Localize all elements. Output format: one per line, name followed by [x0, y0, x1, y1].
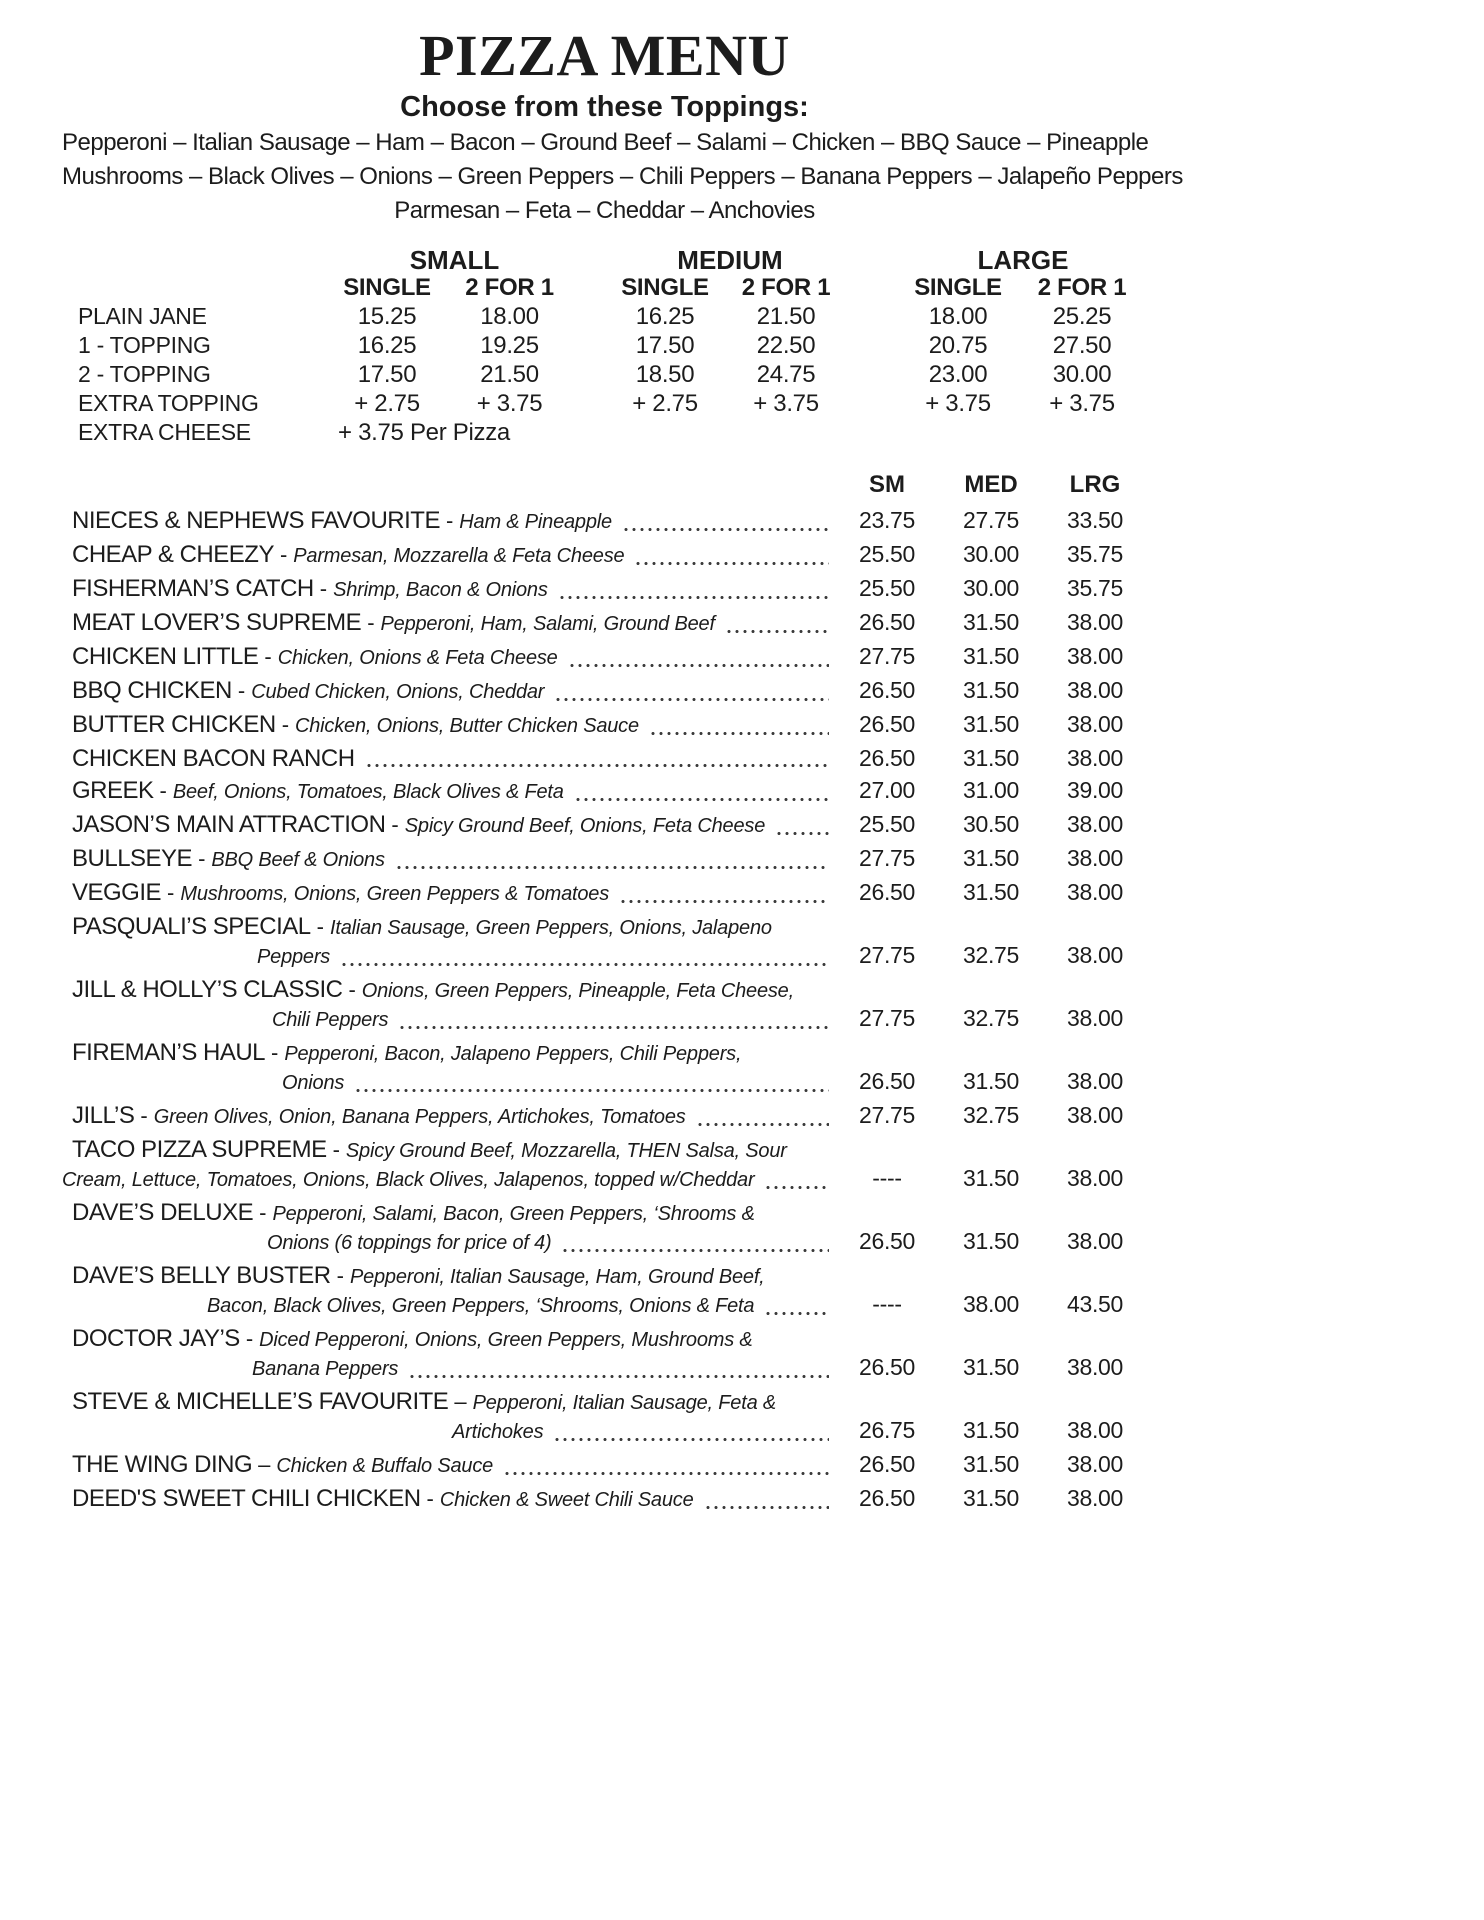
- menu-item-price-med: 30.00: [962, 575, 1020, 601]
- size-price-value: 17.50: [357, 361, 417, 388]
- menu-item-price-lrg: 38.00: [1066, 609, 1124, 635]
- specialty-pizzas-section: [62, 471, 1147, 1514]
- menu-item-price-med: 38.00: [962, 1291, 1020, 1317]
- menu-item-description: Shrimp, Bacon & Onions: [333, 579, 548, 601]
- menu-item-line: [62, 1262, 1147, 1291]
- menu-item-description-continued: Chili Peppers: [272, 1009, 389, 1031]
- size-price-value: 21.50: [756, 303, 816, 330]
- menu-item-line-continued: [62, 1068, 1147, 1097]
- menu-item-line-continued: [62, 942, 1147, 971]
- menu-item-description: Chicken & Buffalo Sauce: [276, 1455, 494, 1477]
- menu-item: [62, 976, 1147, 1034]
- menu-item-price-med: 31.50: [962, 1354, 1020, 1380]
- price-header-med: MED: [964, 471, 1018, 498]
- size-price-value: 20.75: [928, 332, 988, 359]
- menu-item-price-med: 32.75: [962, 1102, 1020, 1128]
- dotted-leader: [574, 796, 829, 802]
- menu-item: [62, 1485, 1147, 1514]
- menu-item-name: GREEK: [72, 777, 154, 804]
- menu-item-description: Green Olives, Onion, Banana Peppers, Artichokes, Tomatoes: [153, 1106, 686, 1128]
- menu-items: [62, 507, 1147, 1514]
- menu-item-price-lrg: 38.00: [1066, 1485, 1124, 1511]
- menu-item: [62, 745, 1147, 772]
- menu-item-price-sm: 26.50: [858, 1485, 916, 1511]
- size-row-label: 2 - TOPPING: [78, 361, 211, 387]
- menu-header-spacer: [62, 471, 835, 499]
- menu-item-name: JASON’S MAIN ATTRACTION: [72, 811, 386, 838]
- menu-item-description: Chicken, Onions, Butter Chicken Sauce: [295, 715, 639, 737]
- menu-item: [62, 811, 1147, 840]
- menu-item-name: JILL & HOLLY’S CLASSIC: [72, 976, 343, 1003]
- dotted-leader: [619, 898, 829, 904]
- toppings-list: [62, 126, 1183, 228]
- menu-item-price-lrg: 38.00: [1066, 643, 1124, 669]
- toppings-line: Pepperoni – Italian Sausage – Ham – Bacon – Ground Beef – Salami – Chicken – BBQ Sauce – Pineapple: [62, 129, 1149, 156]
- menu-item-line: [62, 879, 1147, 908]
- dotted-leader: [561, 1247, 829, 1253]
- menu-item: [62, 1262, 1147, 1320]
- menu-item-separator: -: [159, 778, 167, 803]
- menu-item-separator: –: [258, 1452, 271, 1477]
- menu-item-price-sm: 25.50: [858, 575, 916, 601]
- dotted-leader: [395, 864, 829, 870]
- menu-item-separator: -: [281, 712, 290, 737]
- menu-item-price-med: 31.00: [962, 777, 1020, 803]
- size-row-span-value: + 3.75 Per Pizza: [338, 419, 510, 446]
- menu-item-name: CHEAP & CHEEZY: [72, 541, 274, 568]
- menu-item-price-sm: ----: [872, 1291, 902, 1317]
- menu-item-line: [62, 677, 1147, 706]
- menu-item-price-sm: 26.50: [858, 1451, 916, 1477]
- menu-item-price-sm: 26.50: [858, 1354, 916, 1380]
- menu-item-description: Chicken & Sweet Chili Sauce: [439, 1489, 694, 1511]
- menu-item-price-sm: 26.75: [858, 1417, 916, 1443]
- menu-item-price-med: 32.75: [962, 1005, 1020, 1031]
- menu-item-price-sm: 27.75: [858, 845, 916, 871]
- size-price-value: 18.50: [635, 361, 695, 388]
- menu-item-price-med: 31.50: [962, 677, 1020, 703]
- menu-item: [62, 1039, 1147, 1097]
- menu-item-separator: -: [198, 846, 206, 871]
- menu-item-description: Parmesan, Mozzarella & Feta Cheese: [293, 545, 625, 567]
- menu-item-name: FIREMAN’S HAUL: [72, 1039, 266, 1066]
- menu-item-description-continued: Banana Peppers: [252, 1358, 399, 1380]
- menu-item: [62, 1102, 1147, 1131]
- dotted-leader: [649, 730, 829, 736]
- menu-item-description: Chicken, Onions & Feta Cheese: [277, 647, 558, 669]
- menu-item-separator: -: [367, 610, 375, 635]
- menu-item-line-continued: [62, 1291, 1147, 1320]
- menu-item-price-lrg: 38.00: [1066, 677, 1124, 703]
- menu-item-price-med: 31.50: [962, 609, 1020, 635]
- menu-item-line: [62, 643, 1147, 672]
- menu-item-description: Onions, Green Peppers, Pineapple, Feta Cheese,: [361, 980, 794, 1002]
- menu-price-header-row: [62, 471, 1147, 499]
- size-price-value: 16.25: [357, 332, 417, 359]
- menu-item-price-lrg: 38.00: [1066, 1102, 1124, 1128]
- menu-item-description: Spicy Ground Beef, Mozzarella, THEN Salsa, Sour: [345, 1140, 787, 1162]
- size-subheader: SINGLE: [914, 274, 1002, 301]
- menu-item-price-med: 31.50: [962, 845, 1020, 871]
- menu-item-line: [62, 1102, 1147, 1131]
- menu-item-price-lrg: 38.00: [1066, 711, 1124, 737]
- menu-item-separator: -: [332, 1137, 340, 1162]
- menu-content: [62, 0, 1183, 1514]
- menu-item-separator: -: [237, 678, 246, 703]
- menu-item-price-med: 32.75: [962, 942, 1020, 968]
- menu-item-line: [62, 1039, 1147, 1068]
- size-price-value: 27.50: [1052, 332, 1112, 359]
- menu-item-price-sm: 26.50: [858, 609, 916, 635]
- menu-item-price-med: 27.75: [962, 507, 1020, 533]
- size-header-large: LARGE: [977, 245, 1069, 275]
- menu-item-name: DEED'S SWEET CHILI CHICKEN: [72, 1485, 421, 1512]
- dotted-leader: [622, 526, 829, 532]
- menu-item-separator: -: [316, 914, 324, 939]
- menu-item-price-lrg: 38.00: [1066, 1165, 1124, 1191]
- menu-item-separator: -: [279, 542, 288, 567]
- size-row-label: EXTRA TOPPING: [78, 390, 259, 416]
- size-subheader: 2 FOR 1: [741, 274, 831, 301]
- size-price-table: [62, 246, 1147, 447]
- dotted-leader: [354, 1087, 829, 1093]
- menu-item-price-lrg: 38.00: [1066, 745, 1124, 771]
- size-row-label: 1 - TOPPING: [78, 332, 211, 358]
- size-table-size-header-row: [62, 246, 1147, 274]
- menu-item-line: [62, 1325, 1147, 1354]
- menu-item-price-lrg: 38.00: [1066, 879, 1124, 905]
- menu-item-line: [62, 976, 1147, 1005]
- menu-item: [62, 609, 1147, 638]
- menu-item-separator: -: [245, 1326, 254, 1351]
- size-price-value: 19.25: [480, 332, 539, 359]
- menu-item-price-lrg: 33.50: [1066, 507, 1124, 533]
- menu-item-separator: -: [167, 880, 175, 905]
- menu-item: [62, 575, 1147, 604]
- menu-item-price-med: 31.50: [962, 1417, 1020, 1443]
- menu-item-line-continued: [62, 1228, 1147, 1257]
- menu-item-description: Beef, Onions, Tomatoes, Black Olives & Feta: [172, 781, 564, 803]
- menu-item-line: [62, 507, 1147, 536]
- menu-item-line: [62, 575, 1147, 604]
- menu-item-name: NIECES & NEPHEWS FAVOURITE: [72, 507, 440, 534]
- menu-item-price-sm: 26.50: [858, 1228, 916, 1254]
- menu-item-line: [62, 711, 1147, 740]
- size-table-body: [62, 302, 1147, 447]
- menu-item-separator: -: [391, 812, 399, 837]
- price-header-sm: SM: [869, 471, 905, 498]
- menu-item-line-continued: [62, 1005, 1147, 1034]
- menu-item-name: PASQUALI’S SPECIAL: [72, 913, 311, 940]
- menu-item-price-sm: 26.50: [858, 879, 916, 905]
- menu-item-description-continued: Onions: [282, 1072, 345, 1094]
- menu-item-line-continued: [62, 1354, 1147, 1383]
- menu-item: [62, 913, 1147, 971]
- menu-item-line: [62, 609, 1147, 638]
- menu-item-price-lrg: 38.00: [1066, 1068, 1124, 1094]
- menu-item-price-lrg: 35.75: [1066, 541, 1124, 567]
- menu-item-name: DAVE’S BELLY BUSTER: [72, 1262, 331, 1289]
- dotted-leader: [554, 696, 829, 702]
- menu-item-price-med: 30.00: [962, 541, 1020, 567]
- menu-item-name: BULLSEYE: [72, 845, 193, 872]
- menu-item-separator: -: [336, 1263, 344, 1288]
- menu-item-price-lrg: 39.00: [1066, 777, 1124, 803]
- menu-item-line: [62, 1388, 1147, 1417]
- size-price-value: 17.50: [635, 332, 695, 359]
- menu-item-separator: -: [426, 1486, 434, 1511]
- menu-item-price-med: 30.50: [962, 811, 1020, 837]
- menu-item-name: JILL’S: [72, 1102, 135, 1129]
- size-price-value: 25.25: [1052, 303, 1112, 330]
- size-price-value: 18.00: [928, 303, 988, 330]
- menu-item-line-continued: [62, 1417, 1147, 1446]
- menu-item-price-sm: 23.75: [858, 507, 916, 533]
- menu-item-name: BUTTER CHICKEN: [72, 711, 276, 738]
- menu-item-line: [62, 845, 1147, 874]
- menu-item-price-lrg: 38.00: [1066, 845, 1124, 871]
- size-row-label: EXTRA CHEESE: [78, 419, 251, 445]
- menu-item-description: Pepperoni, Bacon, Jalapeno Peppers, Chili Peppers,: [284, 1043, 742, 1065]
- size-price-value: 16.25: [635, 303, 695, 330]
- menu-item: [62, 541, 1147, 570]
- menu-item-price-sm: 26.50: [858, 1068, 916, 1094]
- menu-item: [62, 1199, 1147, 1257]
- size-table-subheader-row: [62, 274, 1147, 302]
- menu-item-line: [62, 811, 1147, 840]
- menu-item-separator: -: [445, 508, 454, 533]
- menu-item-name: VEGGIE: [72, 879, 162, 906]
- menu-item-price-med: 31.50: [962, 879, 1020, 905]
- menu-item-price-sm: 27.75: [858, 1005, 916, 1031]
- menu-item-separator: -: [259, 1200, 267, 1225]
- menu-item-separator: -: [348, 977, 356, 1002]
- menu-item: [62, 677, 1147, 706]
- size-table-row: [62, 331, 1147, 360]
- size-table-row: [62, 360, 1147, 389]
- size-table-row: [62, 418, 1147, 447]
- menu-item-price-sm: 25.50: [858, 541, 916, 567]
- dotted-leader: [764, 1184, 829, 1190]
- menu-item: [62, 1451, 1147, 1480]
- menu-item-description: Cubed Chicken, Onions, Cheddar: [251, 681, 545, 703]
- menu-item-description: Pepperoni, Salami, Bacon, Green Peppers, ‘Shrooms &: [272, 1203, 755, 1225]
- size-price-value: + 3.75: [753, 390, 819, 417]
- menu-item-price-med: 31.50: [962, 1451, 1020, 1477]
- menu-item-price-sm: 26.50: [858, 745, 916, 771]
- menu-item-price-med: 31.50: [962, 1228, 1020, 1254]
- menu-item-price-med: 31.50: [962, 745, 1020, 771]
- menu-item-price-med: 31.50: [962, 643, 1020, 669]
- menu-item-price-sm: ----: [872, 1165, 902, 1191]
- menu-item: [62, 845, 1147, 874]
- size-price-value: + 3.75: [476, 390, 543, 417]
- menu-item-name: DAVE’S DELUXE: [72, 1199, 254, 1226]
- size-subheader: SINGLE: [621, 274, 709, 301]
- dotted-leader: [775, 830, 829, 836]
- menu-item-name: THE WING DING: [72, 1451, 253, 1478]
- menu-item-line: [62, 777, 1147, 806]
- menu-item-separator: -: [271, 1040, 279, 1065]
- menu-item-description-continued: Bacon, Black Olives, Green Peppers, ‘Shrooms, Onions & Feta: [207, 1295, 755, 1317]
- menu-item-name: BBQ CHICKEN: [72, 677, 232, 704]
- menu-item-separator: -: [319, 576, 328, 601]
- menu-item-line: [62, 1136, 1147, 1165]
- size-price-value: + 3.75: [1049, 390, 1115, 417]
- menu-item-price-med: 31.50: [962, 711, 1020, 737]
- size-price-value: + 2.75: [632, 390, 698, 417]
- size-price-value: 30.00: [1052, 361, 1112, 388]
- dotted-leader: [408, 1373, 829, 1379]
- size-price-value: 22.50: [756, 332, 816, 359]
- size-price-value: 23.00: [928, 361, 988, 388]
- menu-item-price-lrg: 38.00: [1066, 942, 1124, 968]
- menu-item: [62, 777, 1147, 806]
- menu-item-separator: -: [140, 1103, 148, 1128]
- menu-item-separator: -: [264, 644, 272, 669]
- menu-item-price-med: 31.50: [962, 1068, 1020, 1094]
- menu-item-line: [62, 541, 1147, 570]
- menu-item-name: STEVE & MICHELLE’S FAVOURITE: [72, 1388, 449, 1415]
- menu-item-description: Pepperoni, Italian Sausage, Ham, Ground Beef,: [349, 1266, 765, 1288]
- menu-item-price-sm: 27.00: [858, 777, 916, 803]
- menu-item-price-sm: 25.50: [858, 811, 916, 837]
- menu-item-description-continued: Peppers: [257, 946, 331, 968]
- dotted-leader: [764, 1310, 829, 1316]
- menu-item-description: Italian Sausage, Green Peppers, Onions, Jalapeno: [329, 917, 772, 939]
- menu-item-price-lrg: 38.00: [1066, 1228, 1124, 1254]
- menu-item-name: MEAT LOVER’S SUPREME: [72, 609, 362, 636]
- dotted-leader: [634, 560, 829, 566]
- size-table-row: [62, 389, 1147, 418]
- size-price-value: + 3.75: [925, 390, 991, 417]
- menu-item-price-sm: 26.50: [858, 711, 916, 737]
- menu-item: [62, 1325, 1147, 1383]
- menu-item-description-continued: Artichokes: [452, 1421, 544, 1443]
- menu-item: [62, 879, 1147, 908]
- size-price-value: 24.75: [756, 361, 816, 388]
- menu-item: [62, 1136, 1147, 1194]
- menu-item: [62, 1388, 1147, 1446]
- toppings-line: Mushrooms – Black Olives – Onions – Green Peppers – Chili Peppers – Banana Peppers – Jalapeño Peppers: [62, 163, 1183, 190]
- price-header-lrg: LRG: [1069, 471, 1121, 498]
- dotted-leader: [696, 1121, 829, 1127]
- size-subheader: SINGLE: [343, 274, 431, 301]
- menu-item-name: DOCTOR JAY’S: [72, 1325, 240, 1352]
- menu-item-name: TACO PIZZA SUPREME: [72, 1136, 327, 1163]
- menu-item-name: CHICKEN LITTLE: [72, 643, 259, 670]
- menu-item-description: Mushrooms, Onions, Green Peppers & Tomatoes: [180, 883, 610, 905]
- menu-item-price-lrg: 38.00: [1066, 1005, 1124, 1031]
- menu-item-name: CHICKEN BACON RANCH: [72, 745, 355, 772]
- menu-item-description: Ham & Pineapple: [459, 511, 612, 533]
- menu-item-price-lrg: 43.50: [1066, 1291, 1124, 1317]
- menu-item-description-continued: Cream, Lettuce, Tomatoes, Onions, Black Olives, Jalapenos, topped w/Cheddar: [62, 1169, 755, 1191]
- menu-item-price-lrg: 38.00: [1066, 1417, 1124, 1443]
- dotted-leader: [398, 1024, 829, 1030]
- menu-item-price-sm: 26.50: [858, 677, 916, 703]
- menu-item-price-lrg: 38.00: [1066, 1354, 1124, 1380]
- size-price-value: 21.50: [480, 361, 539, 388]
- menu-item-name: FISHERMAN’S CATCH: [72, 575, 314, 602]
- toppings-line: Parmesan – Feta – Cheddar – Anchovies: [394, 197, 815, 224]
- menu-item-price-med: 31.50: [962, 1485, 1020, 1511]
- menu-item-description: Spicy Ground Beef, Onions, Feta Cheese: [404, 815, 766, 837]
- menu-item-line: [62, 913, 1147, 942]
- menu-item-price-lrg: 38.00: [1066, 1451, 1124, 1477]
- dotted-leader: [553, 1436, 829, 1442]
- dotted-leader: [503, 1470, 829, 1476]
- menu-item-price-sm: 27.75: [858, 643, 916, 669]
- size-table-row: [62, 302, 1147, 331]
- menu-item-line: [62, 1451, 1147, 1480]
- menu-item-line: [62, 1199, 1147, 1228]
- menu-item-price-med: 31.50: [962, 1165, 1020, 1191]
- size-subheader: 2 FOR 1: [1037, 274, 1127, 301]
- menu-item-description-continued: Onions (6 toppings for price of 4): [267, 1232, 552, 1254]
- menu-item-price-lrg: 38.00: [1066, 811, 1124, 837]
- size-row-label: PLAIN JANE: [78, 303, 207, 329]
- menu-item-price-sm: 27.75: [858, 942, 916, 968]
- menu-item-price-sm: 27.75: [858, 1102, 916, 1128]
- dotted-leader: [558, 594, 829, 600]
- size-price-value: + 2.75: [354, 390, 420, 417]
- dotted-leader: [704, 1504, 830, 1510]
- size-price-value: 15.25: [357, 303, 417, 330]
- size-header-medium: MEDIUM: [677, 245, 783, 275]
- menu-item-description: Pepperoni, Ham, Salami, Ground Beef: [380, 613, 715, 635]
- menu-item: [62, 711, 1147, 740]
- page-title: PIZZA MENU: [419, 23, 790, 88]
- menu-item-line: [62, 745, 1147, 772]
- size-subheader: 2 FOR 1: [465, 274, 554, 301]
- menu-item-description: BBQ Beef & Onions: [211, 849, 385, 871]
- menu-item: [62, 643, 1147, 672]
- dotted-leader: [725, 628, 829, 634]
- menu-item-separator: –: [454, 1389, 467, 1414]
- dotted-leader: [568, 662, 829, 668]
- size-header-small: SMALL: [409, 245, 500, 275]
- dotted-leader: [365, 762, 829, 768]
- size-price-value: 18.00: [480, 303, 539, 330]
- menu-item-description: Diced Pepperoni, Onions, Green Peppers, Mushrooms &: [259, 1329, 753, 1351]
- menu-item-line-continued: [62, 1165, 1147, 1194]
- menu-item-price-lrg: 35.75: [1066, 575, 1124, 601]
- toppings-heading: Choose from these Toppings:: [400, 91, 809, 123]
- menu-item-description: Pepperoni, Italian Sausage, Feta &: [472, 1392, 776, 1414]
- menu-item-line: [62, 1485, 1147, 1514]
- menu-item: [62, 507, 1147, 536]
- dotted-leader: [340, 961, 829, 967]
